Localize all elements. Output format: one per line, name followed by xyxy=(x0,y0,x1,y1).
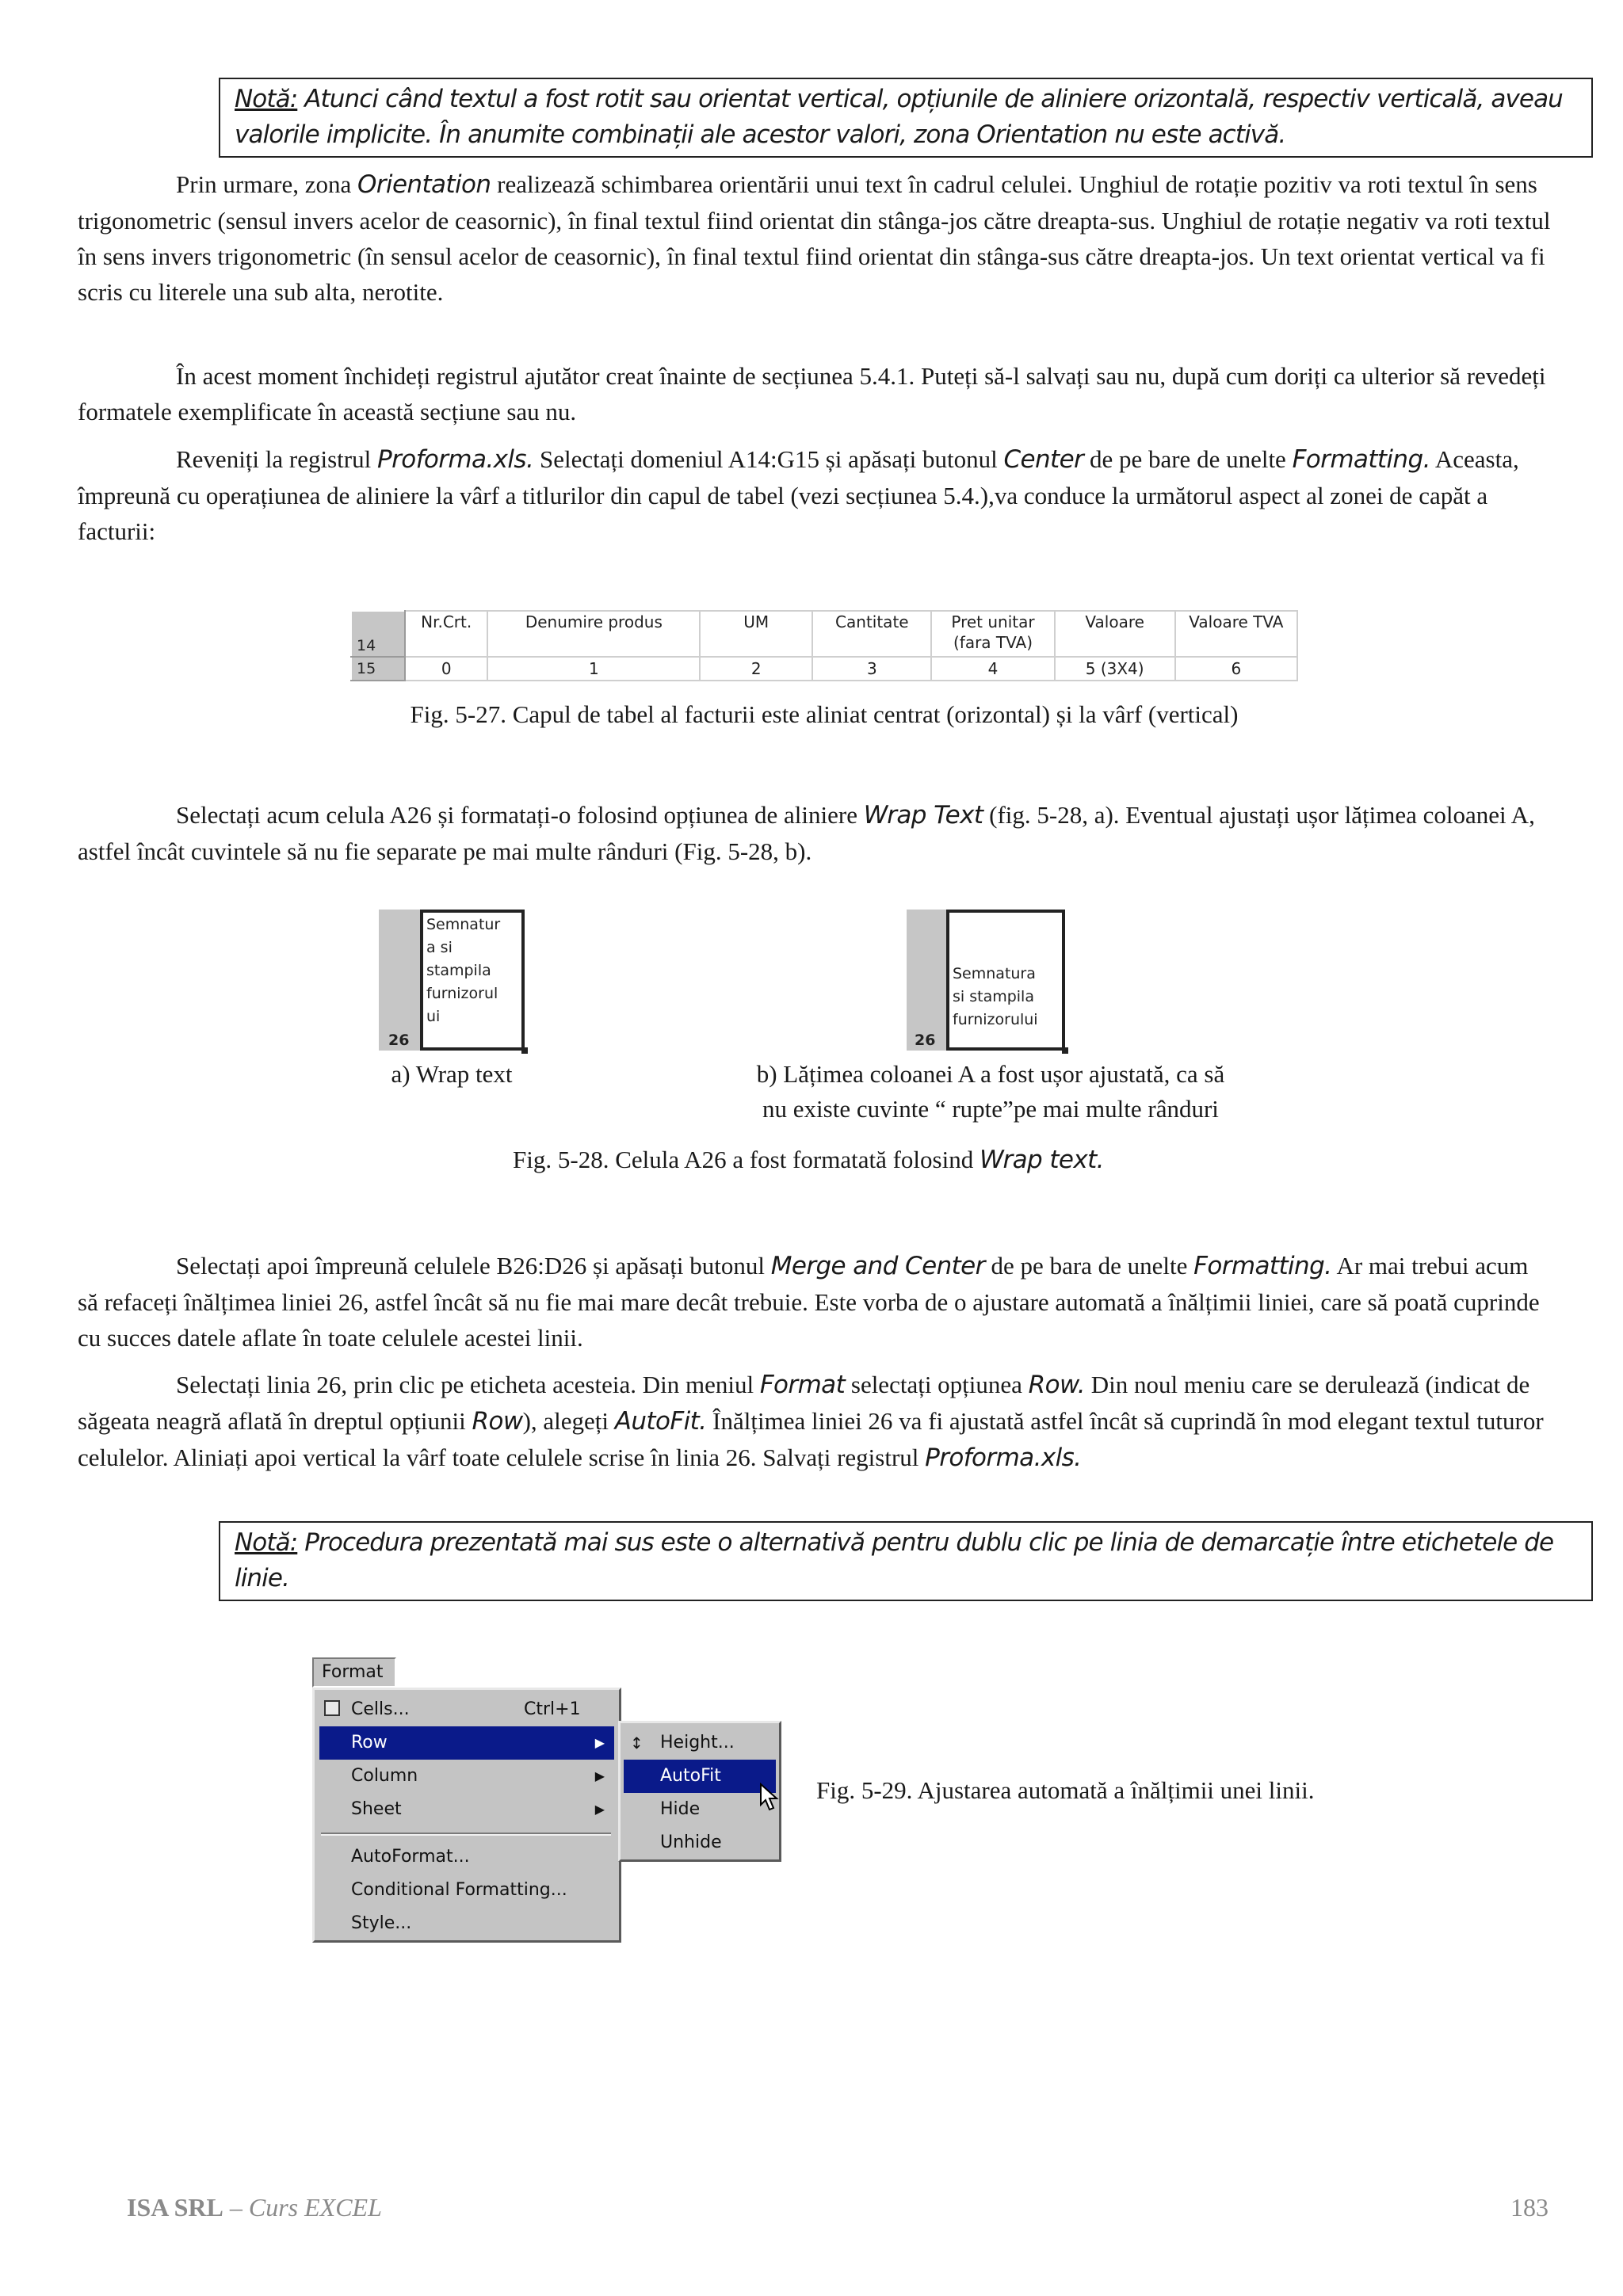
text-run-italic: Orientation xyxy=(357,170,491,199)
value-cell[interactable]: 3 xyxy=(812,657,931,681)
row-number: 26 xyxy=(915,1032,936,1049)
submenu-arrow-icon: ▶ xyxy=(594,1802,605,1817)
text-run: Selectați domeniul A14:G15 și apăsați butonul xyxy=(533,445,1004,473)
text-run-italic: Row xyxy=(472,1407,523,1436)
paragraph-autofit xyxy=(78,1367,1552,1476)
menu-item-label: Row xyxy=(351,1733,388,1753)
menu-item-label: AutoFit xyxy=(660,1766,721,1786)
figure-caption-5-27: Fig. 5-27. Capul de tabel al facturii este aliniat centrat (orizontal) și la vârf (vertical) xyxy=(410,700,1239,728)
cell-text-line: a si xyxy=(426,939,453,956)
value-cell[interactable]: 1 xyxy=(487,657,700,681)
text-run: (fig. 5-28, a). Eventual ajustați ușor lățimea coloanei A, astfel încât cuvintele să nu fie separate pe mai multe rânduri (Fig. 5-28, b). xyxy=(78,801,1535,865)
menu-format[interactable]: Format xyxy=(312,1657,396,1688)
menu-item-label: Height... xyxy=(660,1733,735,1753)
value-cell[interactable]: 4 xyxy=(931,657,1054,681)
menu-item-label: Cells... xyxy=(351,1699,410,1719)
value-cell[interactable]: 2 xyxy=(700,657,812,681)
cells-icon xyxy=(324,1700,340,1716)
submenu-arrow-icon: ▶ xyxy=(594,1735,605,1750)
text-run: Înălțimea liniei 26 va fi ajustată astfel încât să cuprindă în mod elegant textul tuturor celulelor. Aliniați apoi vertical la vârf toate celulele scrise în linia 26. Salvați registrul xyxy=(78,1407,1544,1471)
menu-item-autoformat[interactable] xyxy=(319,1840,614,1874)
text-run: realizează schimbarea orientării unui text în cadrul celulei. Unghiul de rotație pozitiv va roti textul în sens trigonometric (sensul invers acelor de ceasornic), în final textul fiind orientat din stânga-jos către dreapta-sus. Unghiul de rotație negativ va roti textul în sens invers trigonometric (în sensul acelor de ceasornic), în final textul fiind orientat din stânga-sus către dreapta-jos. Un text orientat vertical va fi scris cu literele una sub alta, nerotite. xyxy=(78,170,1551,306)
header-line: Pret unitar xyxy=(951,612,1035,631)
submenu-item-autofit[interactable] xyxy=(624,1760,776,1793)
text-run: În acest moment închideți registrul ajutător creat înainte de secțiunea 5.4.1. Puteți să-l salvați sau nu, după cum doriți ca ulterior să revedeți formatele exemplificate în această secțiune sau nu. xyxy=(78,362,1546,425)
text-run: Ar mai trebui acum să refaceți înălțimea liniei 26, astfel încât să nu fie mai mare decât trebuie. Este vorba de o ajustare automată a înălțimii liniei, care să poată cuprinde cu succes datele aflate în toate celulele acestei linii. xyxy=(78,1252,1540,1352)
text-run: ), alegeți xyxy=(522,1407,615,1435)
row-header-26[interactable] xyxy=(379,910,422,1051)
format-dropdown xyxy=(312,1688,621,1943)
menu-item-label: AutoFormat... xyxy=(351,1847,470,1867)
text-run: Aceasta, împreună cu operațiunea de aliniere la vârf a titlurilor din capul de tabel (vezi secțiunea 5.4.),va conduce la următorul aspect al zonei de capăt a facturii: xyxy=(78,445,1519,545)
menu-item-sheet[interactable] xyxy=(319,1793,614,1826)
cell-text-line: stampila xyxy=(426,962,491,979)
caption-line: nu existe cuvinte “ rupte”pe mai multe rânduri xyxy=(762,1095,1219,1123)
cell-text-line: ui xyxy=(426,1008,441,1025)
footer-course xyxy=(127,2193,382,2222)
cell-text-line: si stampila xyxy=(953,988,1034,1005)
menu-item-label: Column xyxy=(351,1766,418,1786)
text-run: Reveniți la registrul xyxy=(176,445,377,473)
row-header-26[interactable] xyxy=(907,910,948,1051)
caption-adjusted-width xyxy=(682,1057,1300,1127)
page-number: 183 xyxy=(1510,2193,1549,2222)
text-run-italic: Proforma.xls. xyxy=(925,1444,1082,1472)
text-run: Din noul meniu care se derulează (indicat de săgeata neagră aflată în dreptul opțiunii xyxy=(78,1371,1530,1435)
footer-course-name: – Curs EXCEL xyxy=(223,2193,382,2222)
text-run: Selectați apoi împreună celulele B26:D26 și apăsați butonul xyxy=(176,1252,771,1280)
figure-caption-5-29: Fig. 5-29. Ajustarea automată a înălțimii unei linii. xyxy=(816,1776,1315,1804)
menu-item-label: Unhide xyxy=(660,1833,722,1852)
text-run-italic: Format xyxy=(759,1371,846,1399)
caption-wrap-text: a) Wrap text xyxy=(391,1060,513,1088)
menu-item-cells[interactable] xyxy=(319,1693,614,1726)
menu-item-label: Hide xyxy=(660,1799,701,1819)
paragraph-orientation xyxy=(78,166,1552,310)
text-run-italic: Wrap text. xyxy=(979,1146,1104,1174)
fill-handle[interactable] xyxy=(521,1047,528,1054)
menu-item-label: Style... xyxy=(351,1913,412,1933)
cell-a26[interactable] xyxy=(420,910,525,1051)
menu-item-style[interactable] xyxy=(319,1907,614,1940)
text-run: de pe bare de unelte xyxy=(1083,445,1293,473)
text-run-italic: Merge and Center xyxy=(770,1252,985,1280)
header-cell[interactable]: Nr.Crt. xyxy=(405,611,487,657)
text-run-italic: Formatting. xyxy=(1193,1252,1332,1280)
text-run: Selectați acum celula A26 și formatați-o folosind opțiunea de aliniere xyxy=(176,801,864,829)
value-cell[interactable]: 5 (3X4) xyxy=(1055,657,1175,681)
paragraph-close-workbook xyxy=(78,358,1552,429)
text-run-italic: Row. xyxy=(1028,1371,1086,1399)
row-number: 26 xyxy=(388,1032,410,1049)
submenu-item-height[interactable] xyxy=(624,1726,776,1760)
text-run-italic: Center xyxy=(1003,445,1084,474)
header-line: (fara TVA) xyxy=(953,633,1033,652)
figure-caption-5-28 xyxy=(333,1142,1284,1177)
menu-separator xyxy=(321,1833,611,1836)
text-run-italic: Proforma.xls. xyxy=(376,445,534,474)
paragraph-proforma xyxy=(78,441,1552,549)
cell-a26-adjusted[interactable] xyxy=(946,910,1065,1051)
menu-item-conditional-formatting[interactable] xyxy=(319,1874,614,1907)
caption-line: b) Lățimea coloanei A a fost ușor ajustată, ca să xyxy=(756,1060,1225,1088)
submenu-item-hide[interactable] xyxy=(624,1793,776,1826)
note-label: Notă: xyxy=(235,85,298,113)
row-height-icon: ↕ xyxy=(630,1733,643,1753)
header-cell[interactable]: Cantitate xyxy=(812,611,931,657)
text-run-italic: AutoFit. xyxy=(614,1407,707,1436)
wrap-text-cell-a xyxy=(379,910,528,1051)
header-cell[interactable]: Denumire produs xyxy=(487,611,700,657)
row-submenu xyxy=(618,1721,781,1862)
text-run: de pe bara de unelte xyxy=(984,1252,1194,1280)
note-box-double-click xyxy=(219,1521,1593,1601)
note-text: Atunci când textul a fost rotit sau orientat vertical, opțiunile de aliniere orizontală, respectiv verticală, aveau valorile implicite. În anumite combinații ale acestor valori, zona Orientation nu este activă. xyxy=(235,85,1563,149)
menu-shortcut: Ctrl+1 xyxy=(524,1699,581,1719)
text-run: Prin urmare, zona xyxy=(176,170,357,198)
mouse-pointer-icon xyxy=(759,1783,780,1813)
menu-item-label: Sheet xyxy=(351,1799,402,1819)
paragraph-wrap-text xyxy=(78,797,1552,869)
value-cell[interactable]: 0 xyxy=(405,657,487,681)
row-header[interactable]: 15 xyxy=(351,657,405,681)
cell-text-line: furnizorul xyxy=(426,985,498,1002)
paragraph-merge-center xyxy=(78,1248,1552,1356)
menu-item-column[interactable] xyxy=(319,1760,614,1793)
fill-handle[interactable] xyxy=(1062,1047,1068,1054)
submenu-arrow-icon: ▶ xyxy=(594,1768,605,1783)
note-text: Procedura prezentată mai sus este o alternativă pentru dublu clic pe linia de demarcație între etichetele de linie. xyxy=(235,1528,1554,1592)
header-cell[interactable]: UM xyxy=(700,611,812,657)
menu-item-row[interactable] xyxy=(319,1726,614,1760)
text-run: Selectați linia 26, prin clic pe eticheta acesteia. Din meniul xyxy=(176,1371,760,1398)
note-label: Notă: xyxy=(235,1528,298,1557)
cell-text-line: furnizorului xyxy=(953,1011,1038,1028)
text-run: Fig. 5-28. Celula A26 a fost formatată folosind xyxy=(513,1146,980,1173)
text-run: selectați opțiunea xyxy=(845,1371,1029,1398)
footer-company: ISA SRL xyxy=(127,2193,223,2222)
header-cell[interactable] xyxy=(931,611,1054,657)
text-run-italic: Formatting. xyxy=(1292,445,1430,474)
invoice-header-table xyxy=(350,610,1298,681)
header-cell[interactable]: Valoare xyxy=(1055,611,1175,657)
row-header[interactable]: 14 xyxy=(351,611,405,657)
note-box-orientation xyxy=(219,78,1593,158)
menu-item-label: Conditional Formatting... xyxy=(351,1880,567,1900)
text-run-italic: Wrap Text xyxy=(863,801,983,830)
submenu-item-unhide[interactable] xyxy=(624,1826,776,1859)
value-cell[interactable]: 6 xyxy=(1175,657,1297,681)
cell-text-line: Semnatura xyxy=(953,965,1036,982)
cell-text-line: Semnatur xyxy=(426,916,501,933)
header-cell[interactable]: Valoare TVA xyxy=(1175,611,1297,657)
wrap-text-cell-b xyxy=(907,910,1068,1051)
